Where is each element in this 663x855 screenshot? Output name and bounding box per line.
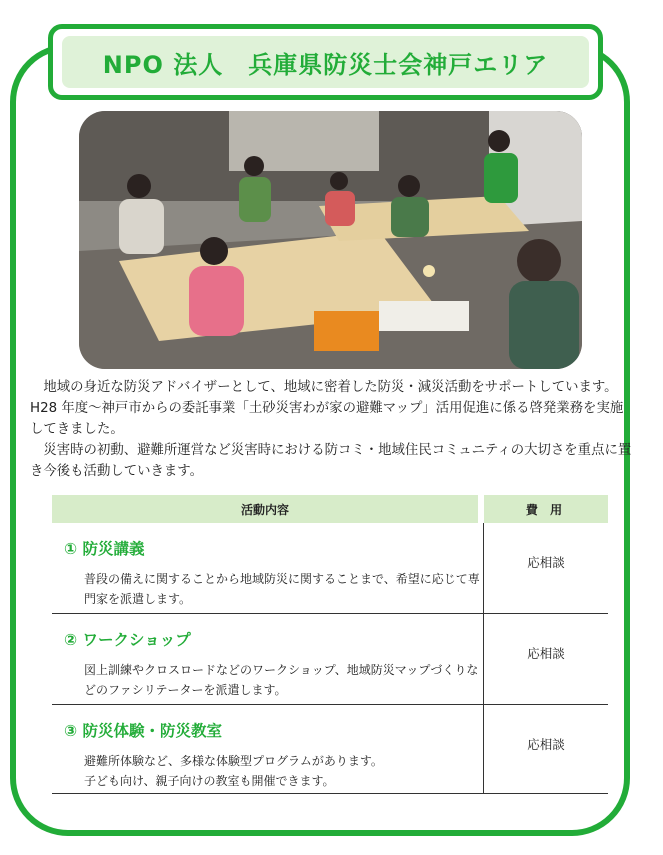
intro-text [30, 377, 636, 482]
activity-table [52, 495, 608, 794]
column-header-cost: 費 用 [484, 495, 608, 523]
table-header [52, 495, 608, 523]
intro-paragraph-1: 地域の身近な防災アドバイザーとして、地域に密着した防災・減災活動をサポートしています。H28 年度～神戸市からの委託事業「土砂災害わが家の避難マップ」活用促進に係る啓発業務を実施してきました。 [30, 380, 624, 437]
column-header-content: 活動内容 [52, 495, 478, 523]
row-description: 避難所体験など、多様な体験型プログラムがあります。 子ども向け、親子向けの教室も開催できます。 [84, 754, 383, 788]
row-cost: 応相談 [527, 555, 565, 570]
row-cost: 応相談 [527, 646, 565, 661]
row-description: 図上訓練やクロスロードなどのワークショップ、地域防災マップづくりなどのファシリテーターを派遣します。 [84, 663, 479, 697]
workshop-photo [79, 111, 582, 369]
row-cost: 応相談 [527, 737, 565, 752]
intro-paragraph-2: 災害時の初動、避難所運営など災害時における防コミ・地域住民コミュニティの大切さを重点に置き今後も活動していきます。 [30, 443, 632, 479]
row-description: 普段の備えに関することから地域防災に関することまで、希望に応じて専門家を派遣します。 [84, 572, 480, 606]
row-heading: ② ワークショップ [64, 631, 191, 649]
table-row [52, 523, 608, 614]
row-heading: ① 防災講義 [64, 540, 145, 558]
page-title: NPO 法人 兵庫県防災士会神戸エリア [102, 50, 549, 79]
row-heading: ③ 防災体験・防災教室 [64, 722, 223, 740]
table-row [52, 614, 608, 705]
title-box [48, 24, 603, 100]
table-row [52, 705, 608, 794]
